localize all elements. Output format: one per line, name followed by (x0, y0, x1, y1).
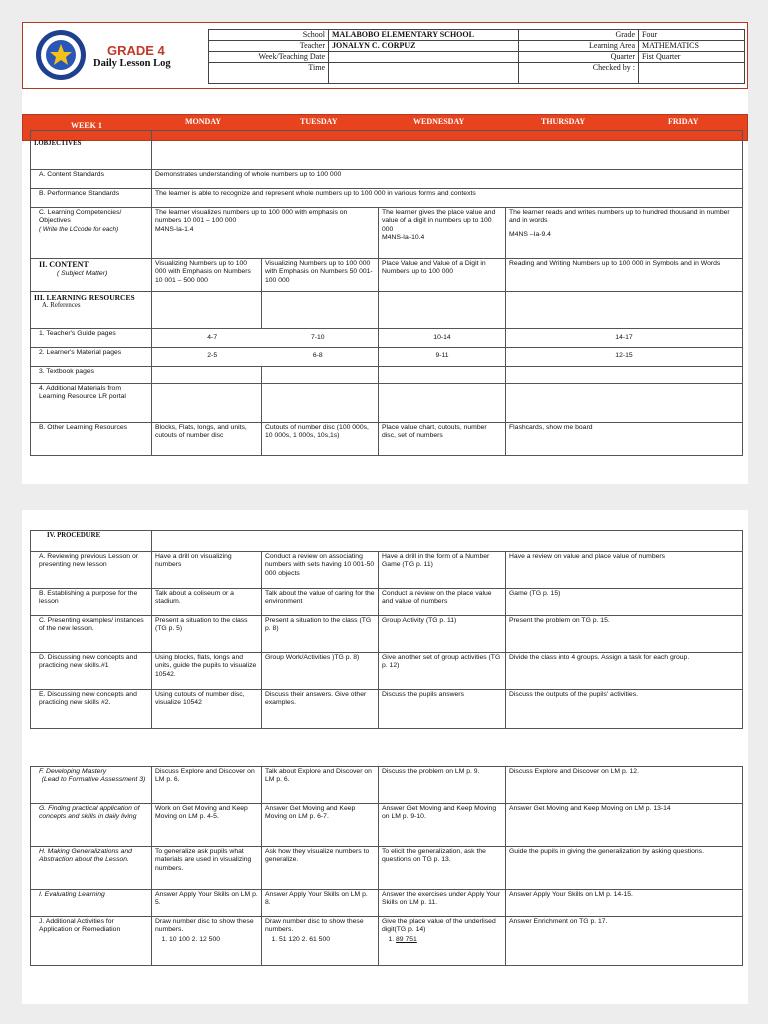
tg-wednesday: 10-14 (379, 329, 506, 348)
other-wednesday: Place value chart, cutouts, number disc, set of numbers (379, 423, 506, 456)
proc-i-thursday: Answer Apply Your Skills on LM p. 14-15. (506, 890, 743, 917)
tg-thursday: 14-17 (506, 329, 743, 348)
content-heading: II. CONTENT (39, 260, 89, 269)
performance-standards-text: The learner is able to recognize and represent whole numbers up to 100 000 in various forms and contexts (152, 189, 743, 208)
objectives-heading: I.OBJECTIVES (31, 131, 152, 170)
proc-b-wednesday: Conduct a review on the place value and value of numbers (379, 589, 506, 616)
competencies-cell (31, 208, 152, 259)
proc-c-monday: Present a situation to the class (TG p. 5) (152, 616, 262, 653)
proc-h-wednesday: To elicit the generalization, ask the questions on TG p. 13. (379, 847, 506, 890)
content-subtitle: ( Subject Matter) (57, 270, 108, 277)
quarter-value: Fist Quarter (639, 52, 745, 63)
deped-seal-icon (35, 29, 87, 81)
proc-h-label: H. Making Generalizations and Abstraction about the Lesson. (31, 847, 152, 890)
resources-blank-3 (379, 292, 506, 329)
proc-j-wednesday-item: 1. 89 751 (396, 936, 502, 944)
proc-i-label: I. Evaluating Learning (31, 890, 152, 917)
competency-mon-text: The learner visualizes numbers up to 100 000 with emphasis on numbers 10 001 – 100 000 (155, 209, 348, 225)
tb-blank-4 (506, 367, 743, 384)
tg-label: 1. Teacher's Guide pages (31, 329, 152, 348)
checked-label: Checked by : (519, 63, 639, 84)
grade-label: Grade (519, 30, 639, 41)
proc-i-tuesday: Answer Apply Your Skills on LM p. 8. (262, 890, 379, 917)
proc-a-label: A. Reviewing previous Lesson or presenting new lesson (31, 552, 152, 589)
tg-tuesday: 7-10 (310, 334, 325, 341)
proc-f-monday: Discuss Explore and Discover on LM p. 6. (152, 767, 262, 804)
objectives-table (30, 130, 743, 456)
proc-d-wednesday: Give another set of group activities (TG p. 12) (379, 653, 506, 690)
add-blank-4 (506, 384, 743, 423)
resources-cell (31, 292, 152, 329)
lc-code-note: ( Write the LCcode for each) (39, 225, 119, 233)
lm-mon-tue (152, 348, 379, 367)
page-two (22, 510, 748, 1004)
competency-thu-text: The learner reads and writes numbers up to hundred thousand in number and in words (509, 209, 730, 225)
add-blank-2 (262, 384, 379, 423)
competency-wed-text: The learner gives the place value and value of a digit in numbers up to 100 000 (382, 209, 496, 233)
objectives-blank (152, 131, 743, 170)
content-standards-label: A. Content Standards (31, 170, 152, 189)
quarter-label: Quarter (519, 52, 639, 63)
proc-c-tuesday: Present a situation to the class (TG p. 8) (262, 616, 379, 653)
textbook-label: 3. Textbook pages (31, 367, 152, 384)
proc-i-wednesday: Answer the exercises under Apply Your Skills on LM p. 11. (379, 890, 506, 917)
proc-g-thursday: Answer Get Moving and Keep Moving on LM p. 13-14 (506, 804, 743, 847)
procedure-table-two (30, 766, 743, 966)
tb-blank-2 (262, 367, 379, 384)
school-label: School (209, 30, 329, 41)
proc-a-monday: Have a drill on visualizing numbers (152, 552, 262, 589)
tg-monday: 4-7 (207, 334, 218, 341)
content-thursday: Reading and Writing Numbers up to 100 000 in Symbols and in Words (506, 259, 743, 292)
proc-f-thursday: Discuss Explore and Discover on LM p. 12. (506, 767, 743, 804)
proc-h-thursday: Guide the pupils in giving the generalization by asking questions. (506, 847, 743, 890)
grade-title: GRADE 4 (107, 43, 165, 58)
competencies-label: C. Learning Competencies/ Objectives (39, 209, 122, 225)
procedure-blank (152, 531, 743, 552)
proc-e-wednesday: Discuss the pupils answers (379, 690, 506, 729)
time-value (329, 63, 519, 84)
proc-d-monday: Using blocks, flats, longs and units, guide the pupils to visualize 10542. (152, 653, 262, 690)
proc-j-monday-text: Draw number disc to show these numbers. (155, 918, 254, 934)
add-blank-1 (152, 384, 262, 423)
procedure-heading: IV. PROCEDURE (31, 531, 152, 552)
lm-tuesday: 6-8 (312, 352, 323, 359)
info-table (208, 29, 745, 84)
proc-e-thursday: Discuss the outputs of the pupils' activities. (506, 690, 743, 729)
proc-b-monday: Talk about a coliseum or a stadium. (152, 589, 262, 616)
proc-j-wednesday (379, 917, 506, 966)
proc-j-label: J. Additional Activities for Application or Remediation (31, 917, 152, 966)
date-value (329, 52, 519, 63)
proc-f-tuesday: Talk about Explore and Discover on LM p. 6. (262, 767, 379, 804)
page-one (22, 22, 748, 484)
proc-j-thursday: Answer Enrichment on TG p. 17. (506, 917, 743, 966)
teacher-label: Teacher (209, 41, 329, 52)
competency-wed (379, 208, 506, 259)
resources-blank-2 (262, 292, 379, 329)
proc-c-label: C. Presenting examples/ instances of the new lesson. (31, 616, 152, 653)
proc-f-wednesday: Discuss the problem on LM p. 9. (379, 767, 506, 804)
proc-a-thursday: Have a review on value and place value of numbers (506, 552, 743, 589)
checked-value (639, 63, 745, 84)
proc-b-tuesday: Talk about the value of caring for the environment (262, 589, 379, 616)
performance-standards-label: B. Performance Standards (31, 189, 152, 208)
proc-j-tuesday-text: Draw number disc to show these numbers. (265, 918, 364, 934)
proc-f-sub: (Lead to Formative Assessment 3) (41, 776, 146, 784)
proc-g-monday: Work on Get Moving and Keep Moving on LM p. 4-5. (152, 804, 262, 847)
proc-j-tuesday-item: 1. 51 120 2. 61 500 (279, 936, 375, 944)
proc-b-label: B. Establishing a purpose for the lesson (31, 589, 152, 616)
proc-d-tuesday: Group Work/Activities )TG p. 8) (262, 653, 379, 690)
proc-c-wednesday: Group Activity (TG p. 11) (379, 616, 506, 653)
day-monday: MONDAY (185, 117, 222, 126)
lm-label: 2. Learner's Material pages (31, 348, 152, 367)
resources-heading: III. LEARNING RESOURCES (34, 293, 135, 302)
lm-monday: 2-5 (207, 352, 218, 359)
additional-materials-label: 4. Additional Materials from Learning Resource LR portal (31, 384, 152, 423)
area-value: MATHEMATICS (639, 41, 745, 52)
proc-a-wednesday: Have a drill in the form of a Number Game (TG p. 11) (379, 552, 506, 589)
content-wednesday: Place Value and Value of a Digit in Numbers up to 100 000 (379, 259, 506, 292)
resources-blank-1 (152, 292, 262, 329)
time-label: Time (209, 63, 329, 84)
references-label: A. References (42, 302, 81, 310)
date-label: Week/Teaching Date (209, 52, 329, 63)
area-label: Learning Area (519, 41, 639, 52)
content-cell (31, 259, 152, 292)
content-tuesday: Visualizing Numbers up to 100 000 with Emphasis on Numbers 50 001- 100 000 (262, 259, 379, 292)
proc-c-thursday: Present the problem on TG p. 15. (506, 616, 743, 653)
school-value: MALABOBO ELEMENTARY SCHOOL (329, 30, 519, 41)
proc-h-monday: To generalize ask pupils what materials are used in visualizing numbers. (152, 847, 262, 890)
tb-blank-1 (152, 367, 262, 384)
tg-mon-tue (152, 329, 379, 348)
proc-b-thursday: Game (TG p. 15) (506, 589, 743, 616)
lesson-log-title: Daily Lesson Log (93, 58, 171, 69)
procedure-table (30, 530, 743, 729)
content-standards-text: Demonstrates understanding of whole numbers up to 100 000 (152, 170, 743, 189)
proc-j-tuesday (262, 917, 379, 966)
grade-value: Four (639, 30, 745, 41)
day-thursday: THURSDAY (541, 117, 586, 126)
proc-g-wednesday: Answer Get Moving and Keep Moving on LM p. 9-10. (379, 804, 506, 847)
proc-j-monday-item: 1. 10 100 2. 12 500 (169, 936, 258, 944)
proc-a-tuesday: Conduct a review on associating numbers with sets having 10 001-50 000 objects (262, 552, 379, 589)
proc-e-label: E. Discussing new concepts and practicing new skills #2. (31, 690, 152, 729)
competency-wed-code: M4NS-Ia-10.4 (382, 234, 425, 242)
day-tuesday: TUESDAY (300, 117, 338, 126)
proc-g-label: G. Finding practical application of concepts and skills in daily living (31, 804, 152, 847)
content-monday: Visualizing Numbers up to 100 000 with Emphasis on Numbers 10 001 – 500 000 (152, 259, 262, 292)
other-tuesday: Cutouts of number disc (100 000s, 10 000s, 1 000s, 10s,1s) (262, 423, 379, 456)
proc-e-tuesday: Discuss their answers. Give other examples. (262, 690, 379, 729)
week-label: WEEK 1 (71, 121, 102, 130)
competency-thu (506, 208, 743, 259)
resources-blank-4 (506, 292, 743, 329)
proc-d-label: D. Discussing new concepts and practicing new skills.#1 (31, 653, 152, 690)
proc-j-wednesday-text: Give the place value of the underlised digit(TG p. 14) (382, 918, 496, 934)
other-thursday: Flashcards, show me board (506, 423, 743, 456)
competency-mon-tue (152, 208, 379, 259)
competency-mon-code: M4NS-Ia-1.4 (155, 225, 194, 233)
proc-e-monday: Using cutouts of number disc, visualize 10542 (152, 690, 262, 729)
lm-wednesday: 9-11 (379, 348, 506, 367)
competency-thu-code: M4NS –Ia-9.4 (509, 230, 551, 238)
header-box (22, 22, 748, 89)
day-friday: FRIDAY (668, 117, 699, 126)
proc-g-tuesday: Answer Get Moving and Keep Moving on LM p. 6-7. (262, 804, 379, 847)
proc-i-monday: Answer Apply Your Skills on LM p. 5. (152, 890, 262, 917)
lm-thursday: 12-15 (506, 348, 743, 367)
day-wednesday: WEDNESDAY (413, 117, 465, 126)
proc-d-thursday: Divide the class into 4 groups. Assign a task for each group. (506, 653, 743, 690)
add-blank-3 (379, 384, 506, 423)
other-monday: Blocks, Flats, longs, and units, cutouts of number disc (152, 423, 262, 456)
proc-f-label: F. Developing Mastery (39, 768, 107, 775)
other-resources-label: B. Other Learning Resources (31, 423, 152, 456)
tb-blank-3 (379, 367, 506, 384)
proc-j-monday (152, 917, 262, 966)
proc-h-tuesday: Ask how they visualize numbers to generalize. (262, 847, 379, 890)
teacher-value: JONALYN C. CORPUZ (329, 41, 519, 52)
proc-f-cell (31, 767, 152, 804)
